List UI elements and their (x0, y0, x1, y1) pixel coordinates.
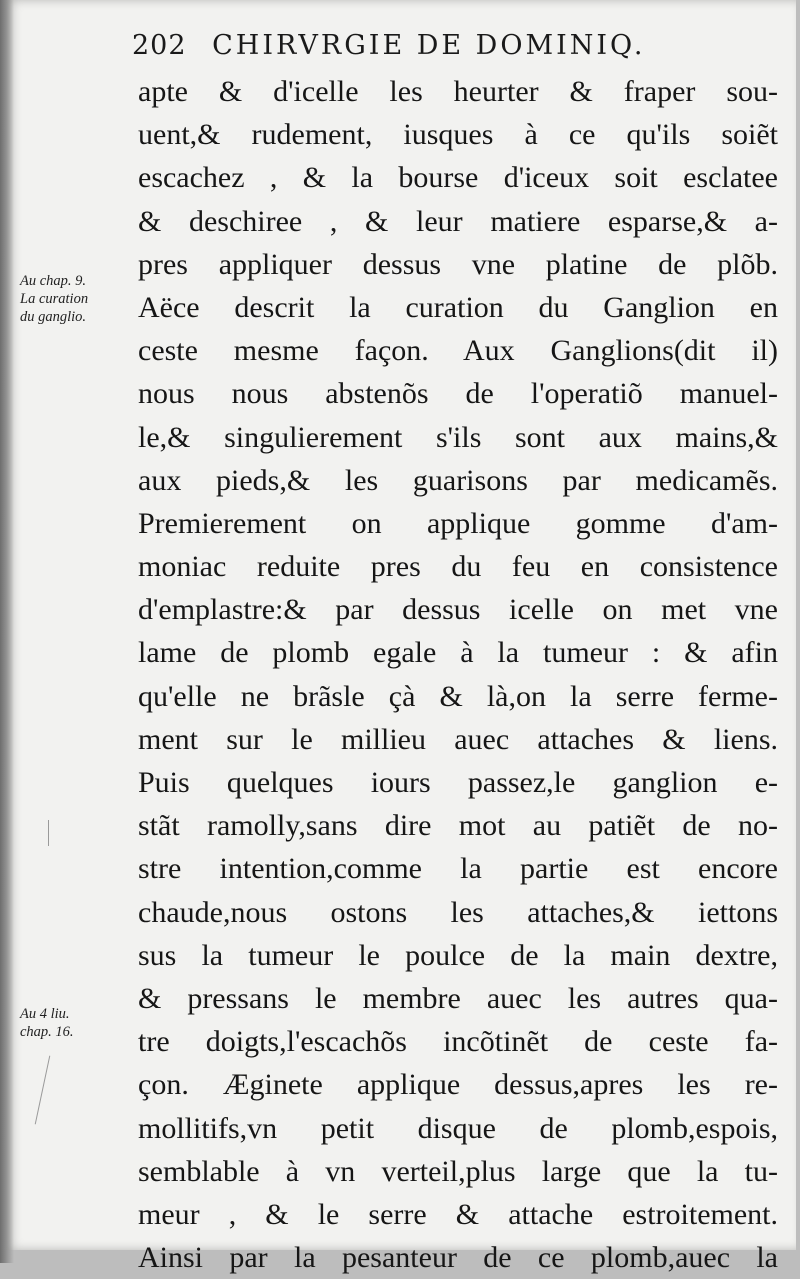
text-line: Puis quelques iours passez,le ganglion e- (138, 766, 778, 799)
text-line: & deschiree , & leur matiere esparse,& a- (138, 204, 778, 238)
text-line: mollitifs,vn petit disque de plomb,espois, (138, 1111, 778, 1145)
text-line: lame de plomb egale à la tumeur : & afin (138, 636, 778, 670)
text-line: chaude,nous ostons les attaches,& iettons (138, 895, 778, 929)
margin-note-ganglion (20, 272, 130, 326)
text-line: d'emplastre:& par dessus icelle on met vne (138, 593, 778, 627)
text-line: aux pieds,& les guarisons par medicamẽs. (138, 463, 778, 497)
text-line: ment sur le millieu auec attaches & liens. (138, 722, 778, 756)
text-line: Ainsi par la pesanteur de ce plomb,auec la (138, 1241, 778, 1275)
text-line: Aëce descrit la curation du Ganglion en (138, 290, 778, 324)
text-line: sus la tumeur le poulce de la main dextre, (138, 938, 778, 972)
text-line: uent,& rudement, iusques à ce qu'ils soiẽt (138, 118, 778, 152)
binding-gutter-shadow (0, 0, 14, 1263)
text-line: semblable à vn verteil,plus large que la tu- (138, 1154, 778, 1188)
text-line: meur , & le serre & attache estroitement. (138, 1197, 778, 1231)
text-line: escachez , & la bourse d'iceux soit esclatee (138, 161, 778, 195)
text-line: stre intention,comme la partie est encore (138, 852, 778, 886)
book-page (6, 0, 796, 1275)
margin-note-line: Au chap. 9. (20, 273, 87, 289)
running-header (132, 30, 752, 61)
margin-note-aeginete (20, 1005, 130, 1041)
margin-note-line: du ganglio. (20, 309, 87, 325)
margin-note-line: chap. 16. (20, 1024, 74, 1040)
text-line: Premierement on applique gomme d'am- (138, 506, 778, 540)
running-head-title: CHIRVRGIE DE DOMINIQ. (212, 30, 646, 61)
text-line: nous nous abstenõs de l'operatiõ manuel- (138, 377, 778, 411)
text-line: & pressans le membre auec les autres qua- (138, 981, 778, 1015)
body-text (138, 70, 778, 1279)
text-line: apte & d'icelle les heurter & fraper sou- (138, 75, 778, 108)
text-line: tre doigts,l'escachõs incõtinẽt de ceste fa- (138, 1025, 778, 1059)
text-line: moniac reduite pres du feu en consistence (138, 550, 778, 584)
text-line: ceste mesme façon. Aux Ganglions(dit il) (138, 334, 778, 368)
paper-mark (35, 1056, 51, 1125)
text-line: çon. Æginete applique dessus,apres les re- (138, 1068, 778, 1102)
paper-mark (48, 820, 49, 846)
margin-note-line: Au 4 liu. (20, 1006, 70, 1022)
text-line: stãt ramolly,sans dire mot au patiẽt de no- (138, 809, 778, 843)
margin-note-line: La curation (20, 291, 89, 307)
text-line: pres appliquer dessus vne platine de plõb. (138, 247, 778, 281)
text-line: qu'elle ne brãsle çà & là,on la serre ferme- (138, 679, 778, 713)
text-line: le,& singulierement s'ils sont aux mains,& (138, 420, 778, 454)
page-number: 202 (132, 30, 187, 61)
